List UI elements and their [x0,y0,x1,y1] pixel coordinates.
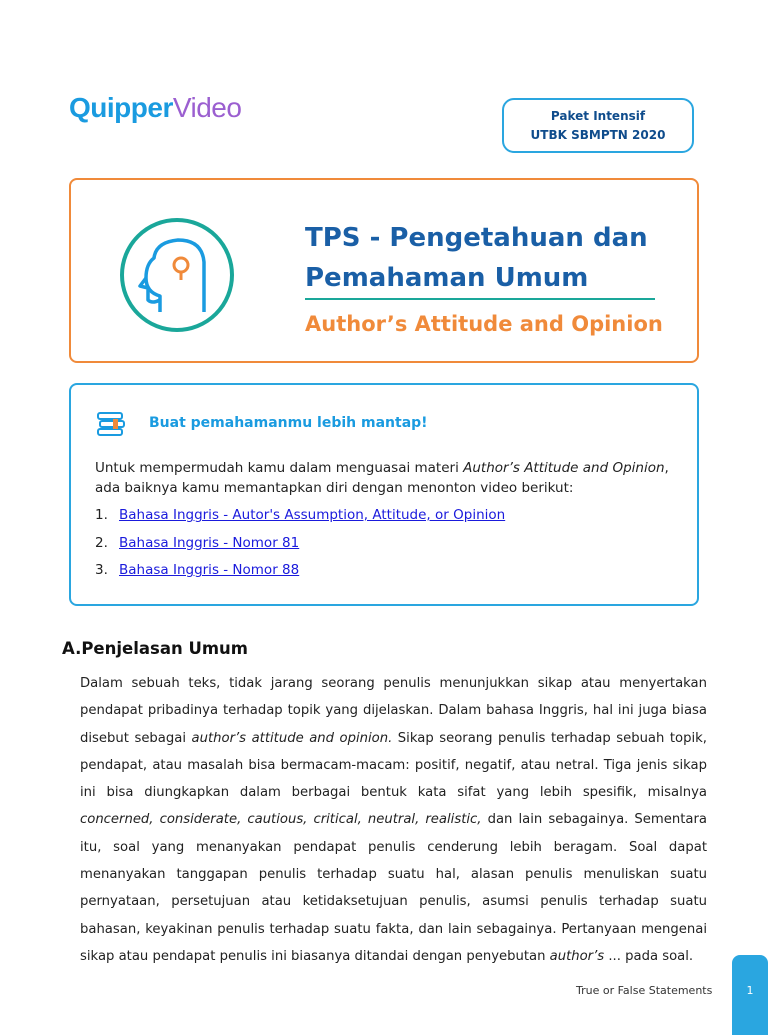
page-number: 1 [746,984,754,997]
title-card [69,178,699,363]
video-link-list [95,507,505,590]
list-number: 1. [95,507,108,523]
paket-line1: Paket Intensif [550,108,646,123]
logo-quipper: Quipper [69,92,173,123]
title-divider [305,298,655,300]
quipper-video-logo [69,92,241,124]
para-text-1: Dalam sebuah teks, tidak jarang seorang penulis menunjukkan sikap atau menyertakan pendapat pribadinya terhadap topik yang dijelaskan. Dalam bahasa Inggris, hal ini juga biasa disebut sebagai [80,676,707,746]
paket-line2: UTBK SBMPTN 2020 [530,127,666,142]
para-text-4: ... pada soal. [604,948,694,964]
list-item [95,562,505,590]
list-item [95,535,505,563]
body-paragraph [80,670,707,970]
info-intro [95,458,685,498]
page-title [305,218,665,298]
title-line1: TPS - Pengetahuan dan [305,223,648,253]
para-text-3: dan lain sebagainya. Sementara itu, soal yang menanyakan pendapat penulis cenderung lebih beragam. Soal dapat menanyakan tanggapan penulis terhadap suatu hal, alasan penulis menuliskan suatu pernyataan, persetujuan atau ketidaksetujuan penulis, asumsi penulis terhadap suatu bahasan, keyakinan penulis terhadap suatu fakta, dan lain sebagainya. Pertanyaan mengenai sikap atau pendapat penulis ini biasanya ditandai dengan penyebutan [80,812,707,964]
list-number: 3. [95,562,108,578]
page-number-tab [732,955,768,1035]
para-italic-2: concerned, considerate, cautious, critical, neutral, realistic, [80,812,482,828]
info-heading: Buat pemahamanmu lebih mantap! [149,415,428,431]
list-item [95,507,505,535]
video-link-1[interactable]: Bahasa Inggris - Autor's Assumption, Attitude, or Opinion [119,507,506,523]
title-line2: Pemahaman Umum [305,263,589,293]
info-intro-italic: Author’s Attitude and Opinion [463,460,665,476]
title-subtitle: Author’s Attitude and Opinion [305,312,663,336]
list-number: 2. [95,534,108,551]
head-lightbulb-icon [102,200,252,350]
footer-label: True or False Statements [576,984,713,997]
paket-badge [502,98,694,153]
para-italic-1: author’s attitude and opinion. [191,730,393,746]
logo-video: Video [172,92,242,123]
books-icon [96,410,126,438]
info-card [69,383,699,606]
info-intro-start: Untuk mempermudah kamu dalam menguasai materi [95,460,464,476]
para-text-2: Sikap seorang penulis terhadap sebuah topik, pendapat, atau masalah bisa bermacam-macam: positif, negatif, atau netral. Tiga jenis sikap ini bisa diungkapkan dalam berbagai bentuk kata sifat yang lebih spesifik, misalnya [80,730,707,801]
video-link-3[interactable]: Bahasa Inggris - Nomor 88 [119,562,300,578]
video-link-2[interactable]: Bahasa Inggris - Nomor 81 [119,534,300,551]
section-heading: A.Penjelasan Umum [62,639,248,658]
para-italic-3: author’s [549,948,605,964]
info-intro-end: , ada baiknya kamu memantapkan diri dengan menonton video berikut: [95,460,669,496]
